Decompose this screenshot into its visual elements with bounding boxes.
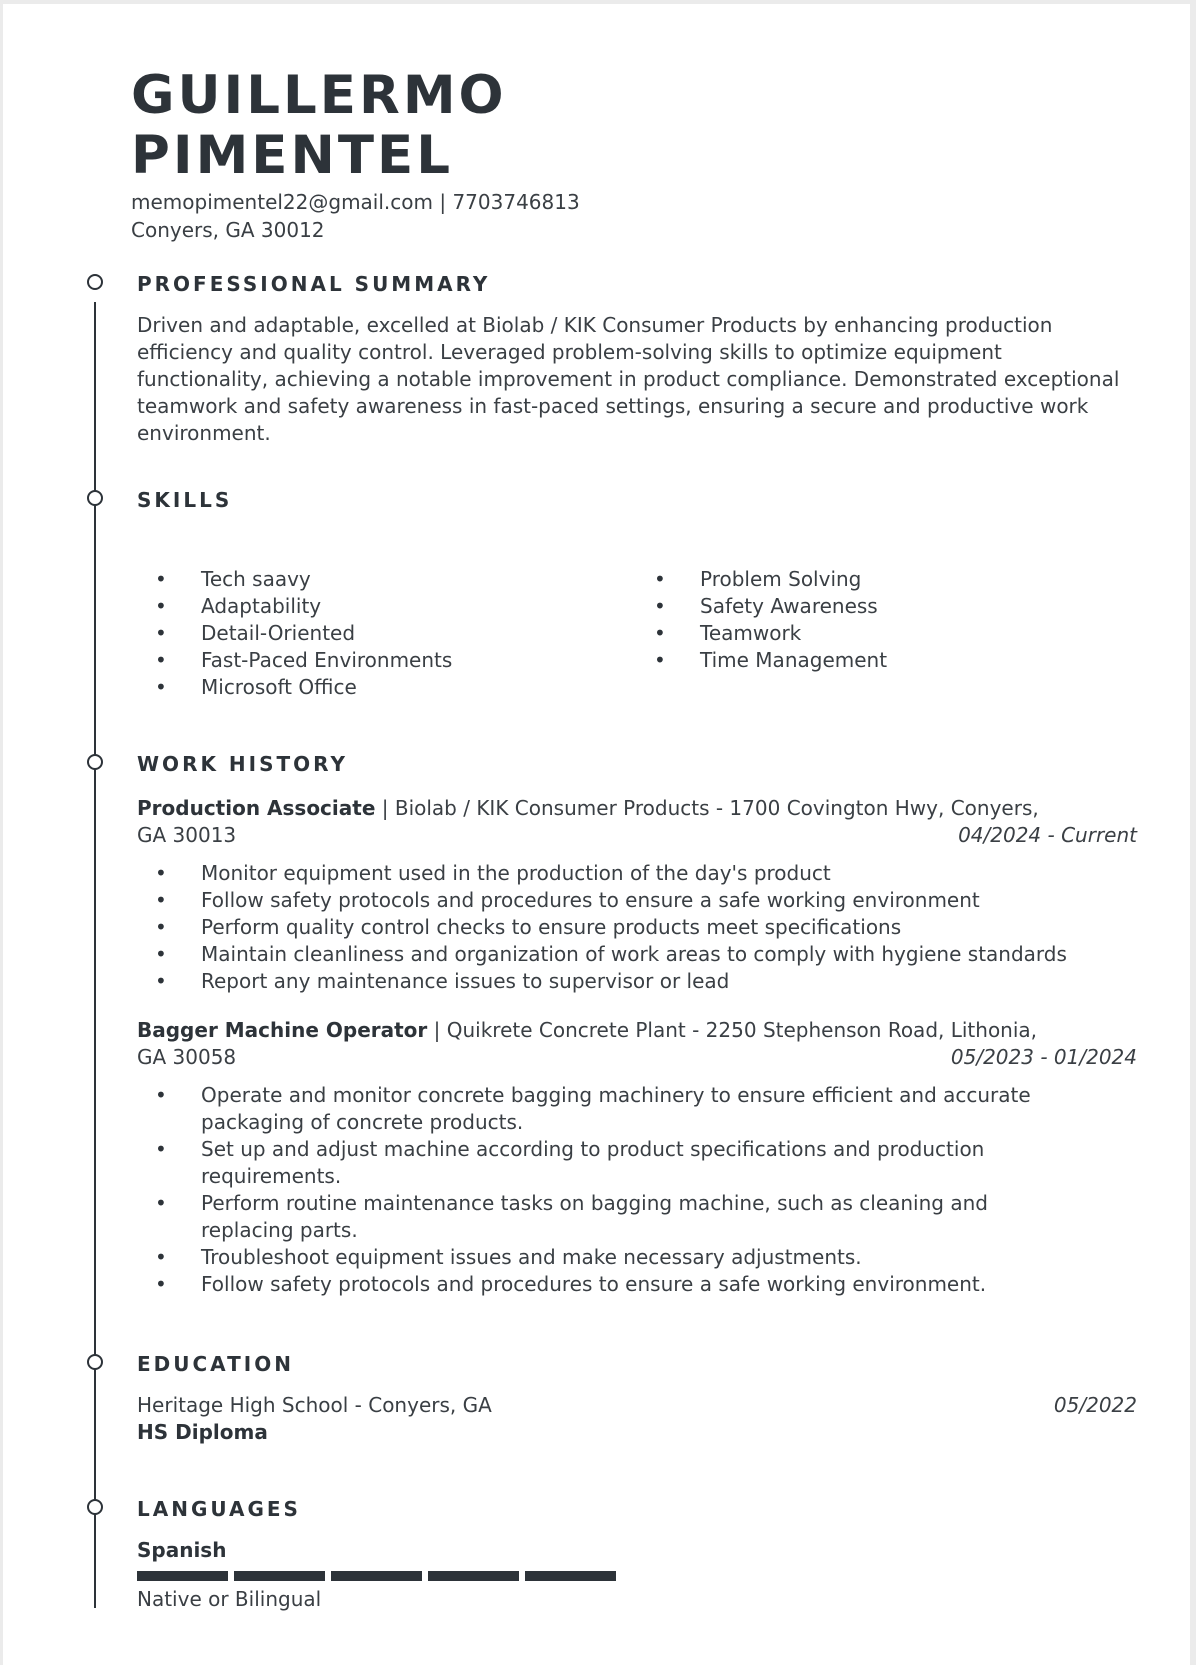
job-company: Quikrete Concrete Plant - 2250 Stephenson Road, Lithonia,: [446, 1018, 1038, 1042]
section-title-summary: PROFESSIONAL SUMMARY: [137, 272, 491, 296]
education-entry: [137, 1392, 1137, 1446]
skill-item: • Teamwork: [636, 620, 1076, 647]
section-title-skills: SKILLS: [137, 488, 233, 512]
language-level-segment: [137, 1571, 228, 1581]
skill-item: • Detail-Oriented: [137, 620, 577, 647]
timeline-dot: [87, 1499, 103, 1515]
job-bullet: • Monitor equipment used in the production of the day's product: [137, 860, 1147, 887]
job-bullet: • Operate and monitor concrete bagging machinery to ensure efficient and accurate packaging of concrete products.: [137, 1082, 1077, 1136]
job-role: Bagger Machine Operator: [137, 1018, 428, 1042]
education-date: 05/2022: [1053, 1393, 1137, 1417]
language-name: [137, 1537, 1137, 1564]
degree: HS Diploma: [137, 1420, 268, 1444]
job-company-cont: GA 30013: [137, 823, 237, 847]
resume-page: [3, 4, 1190, 1665]
language-level-segment: [331, 1571, 422, 1581]
job-bullet: • Perform routine maintenance tasks on bagging machine, such as cleaning and replacing parts.: [137, 1190, 1077, 1244]
timeline-dot: [87, 1354, 103, 1370]
candidate-name: [131, 66, 507, 186]
language-level-segment: [525, 1571, 616, 1581]
job-dates: 05/2023 - 01/2024: [950, 1045, 1137, 1069]
job-dates: 04/2024 - Current: [958, 823, 1137, 847]
skill-item: • Microsoft Office: [137, 674, 577, 701]
job-bullets: [137, 1082, 1077, 1298]
last-name: PIMENTEL: [131, 125, 453, 186]
language-label: Spanish: [137, 1538, 227, 1562]
job-role: Production Associate: [137, 796, 376, 820]
section-title-languages: LANGUAGES: [137, 1497, 301, 1521]
job-bullet: • Troubleshoot equipment issues and make necessary adjustments.: [137, 1244, 1077, 1271]
contact-line: memopimentel22@gmail.com | 7703746813: [131, 190, 580, 214]
job-bullets: [137, 860, 1147, 995]
timeline-dot: [87, 754, 103, 770]
job-bullet: • Perform quality control checks to ensure products meet specifications: [137, 914, 1147, 941]
skills-list-right: [636, 566, 1076, 674]
job-header: [137, 795, 1137, 849]
timeline-dot: [87, 490, 103, 506]
skill-item: • Problem Solving: [636, 566, 1076, 593]
job-bullet: • Report any maintenance issues to supervisor or lead: [137, 968, 1147, 995]
address: Conyers, GA 30012: [131, 218, 325, 242]
job-separator: |: [427, 1018, 447, 1042]
job-bullet: • Follow safety protocols and procedures to ensure a safe working environment.: [137, 1271, 1077, 1298]
skill-item: • Tech saavy: [137, 566, 577, 593]
section-title-work: WORK HISTORY: [137, 752, 348, 776]
job-company-cont: GA 30058: [137, 1045, 237, 1069]
job-bullet: • Maintain cleanliness and organization of work areas to comply with hygiene standards: [137, 941, 1147, 968]
job-bullet: • Set up and adjust machine according to product specifications and production requirements.: [137, 1136, 1077, 1190]
first-name: GUILLERMO: [131, 65, 507, 126]
job-header: [137, 1017, 1137, 1071]
job-separator: |: [375, 796, 395, 820]
skill-item: • Fast-Paced Environments: [137, 647, 577, 674]
skill-item: • Time Management: [636, 647, 1076, 674]
skill-item: • Safety Awareness: [636, 593, 1076, 620]
language-level-segment: [428, 1571, 519, 1581]
school: Heritage High School - Conyers, GA: [137, 1393, 492, 1417]
language-level-segment: [234, 1571, 325, 1581]
skills-list-left: [137, 566, 577, 701]
summary-text: Driven and adaptable, excelled at Biolab / KIK Consumer Products by enhancing production efficiency and quality control. Leveraged problem-solving skills to optimize equipment functionality, achieving a notable improvement in product compliance. Demonstrated exceptional teamwork and safety awareness in fast-paced settings, ensuring a secure and productive work environment.: [137, 313, 1120, 445]
job-company: Biolab / KIK Consumer Products - 1700 Covington Hwy, Conyers,: [394, 796, 1039, 820]
language-level-text: Native or Bilingual: [137, 1587, 322, 1611]
timeline-dot: [87, 274, 103, 290]
section-title-education: EDUCATION: [137, 1352, 294, 1376]
skill-item: • Adaptability: [137, 593, 577, 620]
job-bullet: • Follow safety protocols and procedures to ensure a safe working environment: [137, 887, 1147, 914]
contact-block: [131, 188, 580, 244]
